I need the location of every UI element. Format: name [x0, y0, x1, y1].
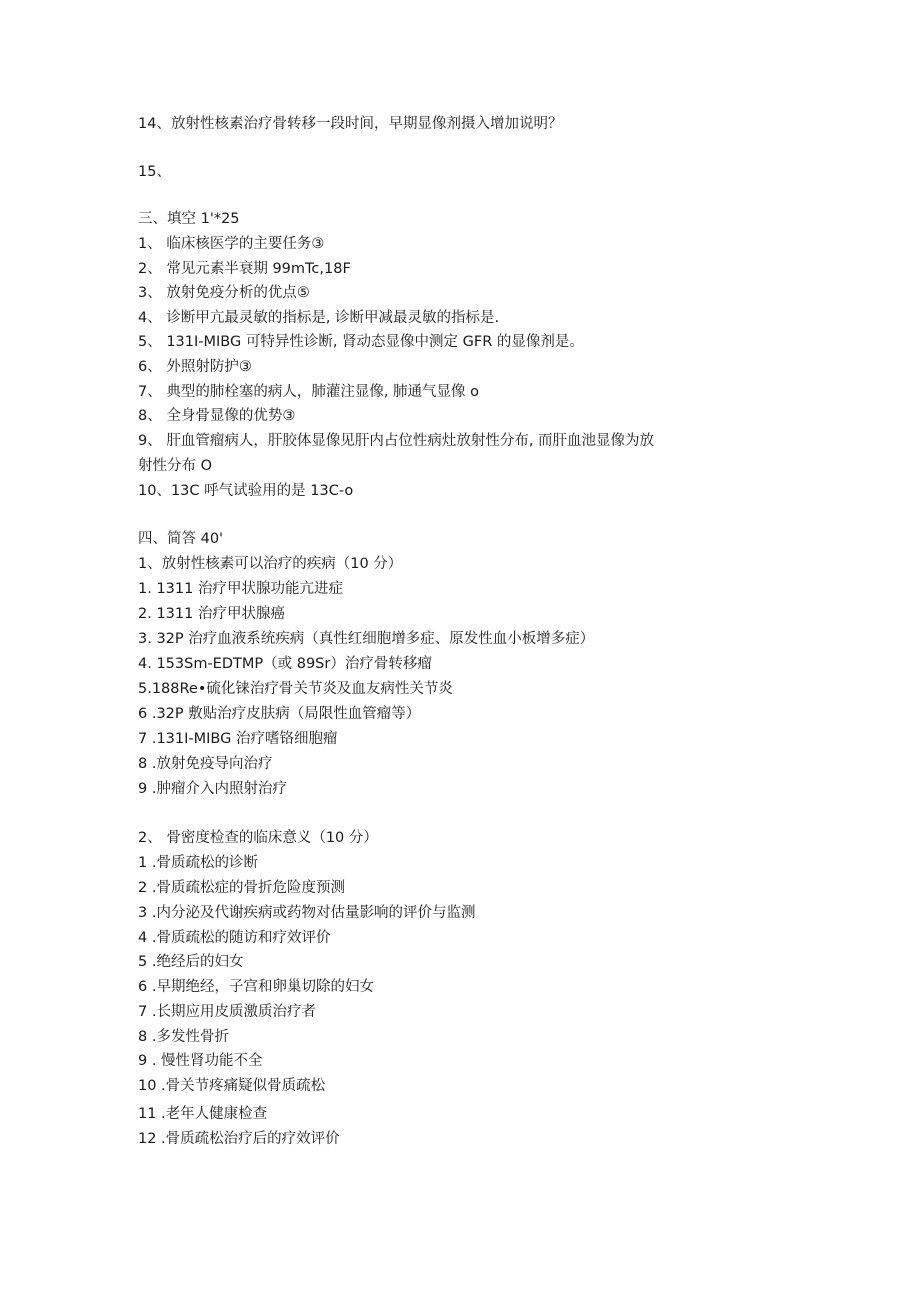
fill-item-continuation: 射性分布 O [138, 458, 213, 474]
q1-answer-item: 9 .肿瘤介入内照射治疗 [138, 781, 287, 797]
fill-item: 8、 全身骨显像的优势③ [138, 408, 296, 424]
q2-answer-item: 8 .多发性骨折 [138, 1029, 229, 1045]
question-15: 15、 [138, 164, 171, 180]
q2-answer-item: 2 .骨质疏松症的骨折危险度预测 [138, 880, 345, 896]
q2-answer-item: 7 .长期应用皮质激质治疗者 [138, 1004, 316, 1020]
short-answer-q1-title: 1、放射性核素可以治疗的疾病（10 分） [138, 556, 403, 572]
fill-item: 7、 典型的肺栓塞的病人，肺灌注显像, 肺通气显像 o [138, 384, 480, 400]
q1-answer-item: 7 .131I-MIBG 治疗嗜铬细胞瘤 [138, 731, 338, 747]
q2-answer-item: 3 .内分泌及代谢疾病或药物对估量影响的评价与监测 [138, 905, 476, 921]
fill-item: 6、 外照射防护③ [138, 359, 252, 375]
q1-answer-item: 1. 1311 治疗甲状腺功能亢进症 [138, 581, 343, 597]
q2-answer-item: 4 .骨质疏松的随访和疗效评价 [138, 930, 331, 946]
q1-answer-item: 2. 1311 治疗甲状腺癌 [138, 606, 285, 622]
q1-answer-item: 3. 32P 治疗血液系统疾病（真性红细胞增多症、原发性血小板增多症） [138, 631, 595, 647]
fill-item: 3、 放射免疫分析的优点⑤ [138, 285, 310, 301]
fill-blank-heading: 三、填空 1'*25 [138, 211, 240, 227]
q2-answer-item: 5 .绝经后的妇女 [138, 954, 244, 970]
short-answer-q2-title: 2、 骨密度检查的临床意义（10 分） [138, 830, 378, 846]
q1-answer-item: 6 .32P 敷贴治疗皮肤病（局限性血管瘤等） [138, 706, 421, 722]
fill-item: 5、 131I-MIBG 可特异性诊断, 肾动态显像中测定 GFR 的显像剂是。 [138, 334, 584, 350]
q2-answer-item: 12 .骨质疏松治疗后的疗效评价 [138, 1131, 340, 1147]
question-14: 14、放射性核素治疗骨转移一段时间，早期显像剂摄入增加说明？ [138, 116, 563, 132]
q1-answer-item: 8 .放射免疫导向治疗 [138, 756, 273, 772]
q2-answer-item: 11 .老年人健康检查 [138, 1106, 268, 1122]
q1-answer-item: 4. 153Sm-EDTMP（或 89Sr）治疗骨转移瘤 [138, 656, 432, 672]
q2-answer-item: 9 . 慢性肾功能不全 [138, 1053, 263, 1069]
fill-item: 10、13C 呼气试验用的是 13C-o [138, 483, 354, 499]
q1-answer-item: 5.188Re•硫化铼治疗骨关节炎及血友病性关节炎 [138, 681, 453, 697]
short-answer-heading: 四、简答 40' [138, 531, 224, 547]
q2-answer-item: 6 .早期绝经，子宫和卵巢切除的妇女 [138, 979, 374, 995]
fill-item: 2、 常见元素半衰期 99mTc,18F [138, 261, 351, 277]
q2-answer-item: 1 .骨质疏松的诊断 [138, 855, 258, 871]
fill-item: 4、 诊断甲亢最灵敏的指标是, 诊断甲减最灵敏的指标是. [138, 310, 500, 326]
fill-item: 9、 肝血管瘤病人，肝胶体显像见肝内占位性病灶放射性分布, 而肝血池显像为放 [138, 433, 655, 449]
q2-answer-item: 10 .骨关节疼痛疑似骨质疏松 [138, 1078, 326, 1094]
fill-item: 1、 临床核医学的主要任务③ [138, 236, 325, 252]
